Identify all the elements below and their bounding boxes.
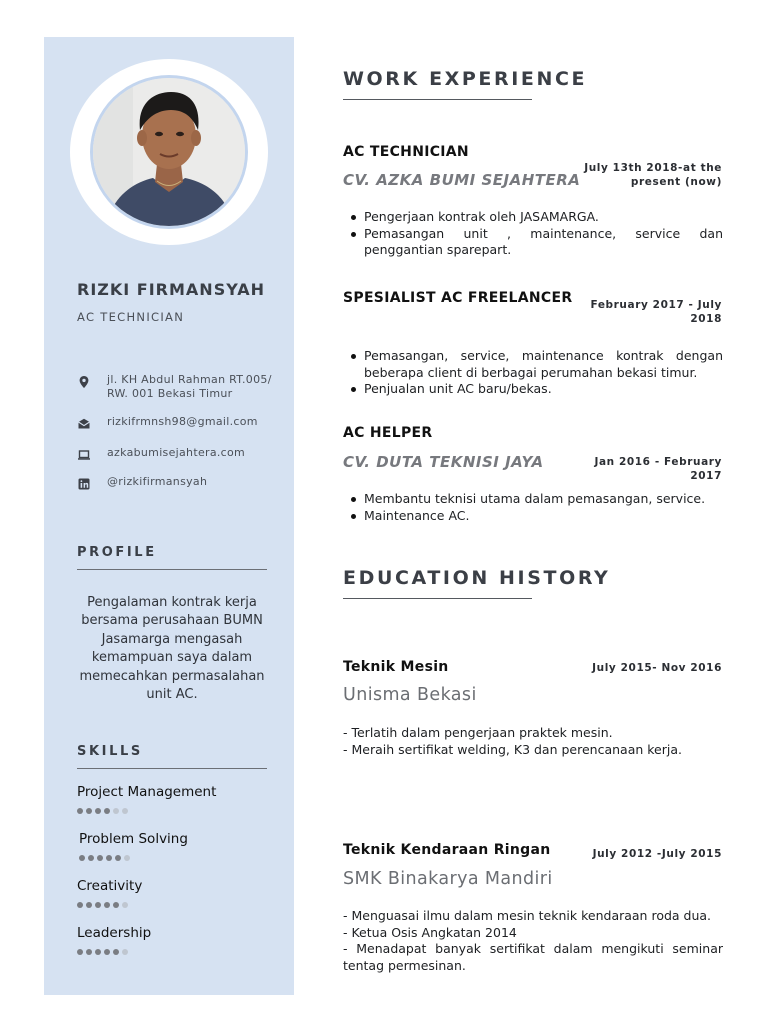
list-item: Pengerjaan kontrak oleh JASAMARGA.	[348, 209, 723, 226]
list-item: Penjualan unit AC baru/bekas.	[348, 381, 723, 398]
list-item: Pemasangan, service, maintenance kontrak dengan beberapa client di berbagai perumahan bekasi timur.	[348, 348, 723, 381]
rating-dot-filled	[88, 855, 94, 861]
contact-address	[77, 373, 287, 401]
job-date-line: 2018	[690, 313, 722, 325]
rating-dot-filled	[104, 902, 110, 908]
rating-dot-filled	[113, 949, 119, 955]
skill-label: Project Management	[77, 784, 217, 800]
location-pin-icon	[77, 375, 91, 389]
contact-address-text: jl. KH Abdul Rahman RT.005/ RW. 001 Bekasi Timur	[107, 373, 272, 400]
education-program: Teknik Mesin	[343, 659, 449, 675]
job-date-line: Jan 2016 - February	[594, 456, 722, 468]
rating-dot-filled	[106, 855, 112, 861]
skill-rating	[77, 808, 128, 814]
job-date-line: February 2017 - July	[590, 299, 722, 311]
rating-dot-filled	[104, 808, 110, 814]
skill-label: Leadership	[77, 925, 152, 941]
detail-line: - Menadapat banyak sertifikat dalam mengikuti seminar tentag permesinan.	[343, 941, 723, 973]
rating-dot-filled	[77, 808, 83, 814]
rating-dot-filled	[77, 902, 83, 908]
list-item: Membantu teknisi utama dalam pemasangan, service.	[348, 491, 723, 508]
portrait-image	[93, 78, 245, 226]
list-item: Pemasangan unit , maintenance, service dan penggantian sparepart.	[348, 226, 723, 259]
avatar	[90, 75, 248, 229]
job-date	[584, 161, 722, 189]
profile-heading: PROFILE	[77, 545, 157, 560]
rating-dot-empty	[124, 855, 130, 861]
education-school: SMK Binakarya Mandiri	[343, 869, 553, 889]
job-title: SPESIALIST AC FREELANCER	[343, 290, 573, 306]
job-date	[594, 455, 722, 483]
skill-rating	[77, 949, 128, 955]
job-date-line: present (now)	[630, 176, 722, 188]
rating-dot-filled	[95, 808, 101, 814]
skill-label: Problem Solving	[79, 831, 188, 847]
work-experience-heading: WORK EXPERIENCE	[343, 68, 588, 90]
contact-website[interactable]	[77, 446, 287, 462]
job-bullets	[348, 491, 723, 524]
avatar-frame	[70, 59, 268, 245]
contact-linkedin[interactable]	[77, 475, 287, 491]
rating-dot-filled	[86, 808, 92, 814]
rating-dot-filled	[79, 855, 85, 861]
education-details	[343, 725, 723, 758]
education-date: July 2012 -July 2015	[592, 848, 722, 860]
contact-email[interactable]	[77, 415, 287, 431]
rating-dot-filled	[77, 949, 83, 955]
person-name: RIZKI FIRMANSYAH	[77, 280, 266, 299]
rating-dot-empty	[113, 808, 119, 814]
rating-dot-filled	[113, 902, 119, 908]
job-date-line: 2017	[690, 470, 722, 482]
education-divider	[343, 598, 532, 599]
education-details	[343, 908, 723, 974]
person-role: AC TECHNICIAN	[77, 310, 185, 324]
rating-dot-filled	[115, 855, 121, 861]
laptop-icon	[77, 448, 91, 462]
sidebar	[44, 37, 294, 995]
rating-dot-filled	[97, 855, 103, 861]
job-bullets	[348, 209, 723, 259]
rating-dot-filled	[104, 949, 110, 955]
contact-website-text: azkabumisejahtera.com	[107, 446, 246, 459]
job-title: AC HELPER	[343, 425, 433, 441]
skill-rating	[79, 855, 130, 861]
detail-line: - Ketua Osis Angkatan 2014	[343, 924, 517, 940]
list-item: Maintenance AC.	[348, 508, 723, 525]
rating-dot-empty	[122, 808, 128, 814]
work-experience-divider	[343, 99, 532, 100]
education-date: July 2015- Nov 2016	[592, 662, 722, 674]
skills-divider	[77, 768, 267, 769]
skill-label: Creativity	[77, 878, 143, 894]
education-school: Unisma Bekasi	[343, 685, 477, 705]
rating-dot-filled	[95, 902, 101, 908]
job-company: CV. AZKA BUMI SEJAHTERA	[343, 171, 581, 189]
skill-rating	[77, 902, 128, 908]
job-date	[590, 298, 722, 326]
rating-dot-empty	[122, 949, 128, 955]
rating-dot-filled	[86, 902, 92, 908]
contact-linkedin-text: @rizkifirmansyah	[107, 475, 208, 488]
job-bullets	[348, 348, 723, 398]
skills-heading: SKILLS	[77, 744, 143, 759]
detail-line: - Terlatih dalam pengerjaan praktek mesin.	[343, 725, 613, 740]
education-heading: EDUCATION HISTORY	[343, 567, 611, 589]
job-title: AC TECHNICIAN	[343, 144, 469, 160]
rating-dot-filled	[95, 949, 101, 955]
linkedin-icon	[77, 477, 91, 491]
contact-email-text: rizkifrmnsh98@gmail.com	[107, 415, 258, 428]
detail-line: - Menguasai ilmu dalam mesin teknik kendaraan roda dua.	[343, 908, 712, 923]
detail-line: - Meraih sertifikat welding, K3 dan perencanaan kerja.	[343, 741, 682, 757]
rating-dot-filled	[86, 949, 92, 955]
mail-icon	[77, 417, 91, 431]
profile-divider	[77, 569, 267, 570]
job-company: CV. DUTA TEKNISI JAYA	[343, 453, 544, 471]
education-program: Teknik Kendaraan Ringan	[343, 842, 551, 858]
profile-summary: Pengalaman kontrak kerja bersama perusahaan BUMN Jasamarga mengasah kemampuan saya dalam memecahkan permasalahan unit AC.	[79, 595, 265, 703]
job-date-line: July 13th 2018-at the	[584, 162, 722, 174]
rating-dot-empty	[122, 902, 128, 908]
